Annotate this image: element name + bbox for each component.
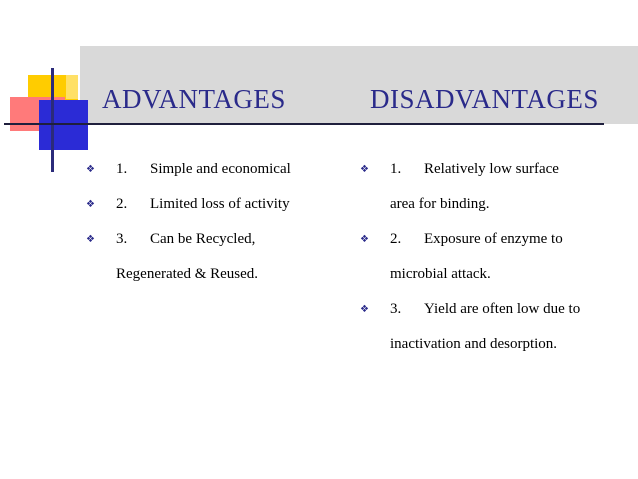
item-number: 1. (116, 161, 128, 177)
advantages-heading: ADVANTAGES (102, 84, 286, 114)
item-text: Limited loss of activity (150, 196, 290, 212)
item-number: 2. (390, 231, 402, 247)
item-text: Yield are often low due to (424, 301, 581, 317)
advantage-item (86, 222, 336, 292)
item-text: Can be Recycled, (150, 231, 256, 247)
item-text: Simple and economical (150, 161, 291, 177)
item-text-continued: inactivation and desorption. (390, 336, 558, 352)
decor-blue-square (39, 100, 88, 150)
diamond-bullet-icon: ❖ (360, 234, 369, 245)
disadvantage-item (360, 152, 630, 222)
disadvantage-item (360, 292, 630, 362)
disadvantage-item (360, 222, 630, 292)
diamond-bullet-icon: ❖ (360, 304, 369, 315)
heading-divider-line (4, 123, 604, 125)
advantage-item (86, 187, 336, 222)
disadvantages-list (360, 152, 630, 362)
item-number: 2. (116, 196, 128, 212)
diamond-bullet-icon: ❖ (86, 164, 95, 175)
item-number: 3. (116, 231, 128, 247)
advantages-list (86, 152, 336, 292)
decor-vertical-line (51, 68, 54, 172)
disadvantages-heading: DISADVANTAGES (370, 84, 599, 114)
advantage-item (86, 152, 336, 187)
item-text-continued: microbial attack. (390, 266, 491, 282)
diamond-bullet-icon: ❖ (86, 199, 95, 210)
item-number: 3. (390, 301, 402, 317)
item-text: Relatively low surface (424, 161, 559, 177)
diamond-bullet-icon: ❖ (360, 164, 369, 175)
item-text-continued: area for binding. (390, 196, 490, 212)
item-text-continued: Regenerated & Reused. (116, 266, 259, 282)
item-text: Exposure of enzyme to (424, 231, 563, 247)
item-number: 1. (390, 161, 402, 177)
diamond-bullet-icon: ❖ (86, 234, 95, 245)
decor-yellow-strip (66, 75, 78, 99)
